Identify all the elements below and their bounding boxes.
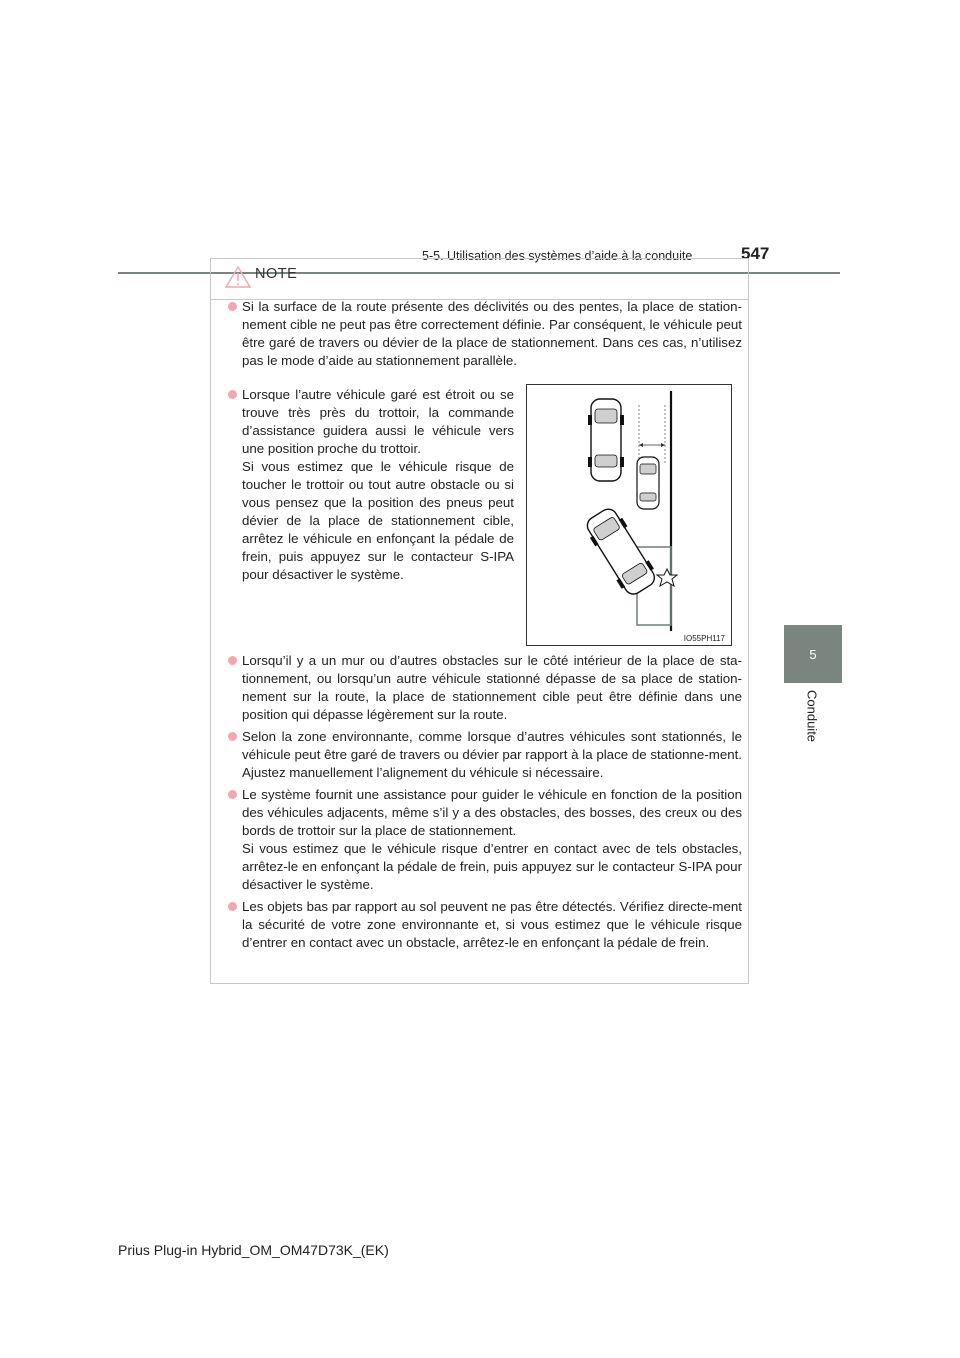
note-header — [211, 259, 748, 300]
note-bullet — [242, 898, 742, 952]
page-number: 547 — [741, 244, 770, 263]
bullet-text: Lorsqu’il y a un mur ou d’autres obstacles sur le côté intérieur de la place de sta-tionnement, ou lorsqu’un autre véhicule stationné dépasse de sa place de station-nement sur la route, la place de stationnement cible peut être définie dans une position qui dépasse légèrement sur la route. — [242, 653, 742, 722]
section-title: 5-5. Utilisation des systèmes d’aide à la conduite — [422, 249, 693, 263]
bullet-followup-text: Si vous estimez que le véhicule risque d’entrer en contact avec de tels obstacles, arrêtez-le en enfonçant la pédale de frein, puis appuyez sur le contacteur S-IPA pour désactiver le système. — [242, 841, 742, 892]
bullet-text: Lorsque l’autre véhicule garé est étroit ou se trouve très près du trottoir, la commande d’assistance guidera aussi le véhicule vers une position proche du trottoir. — [242, 387, 514, 456]
bullet-icon — [228, 390, 237, 399]
bullet-icon — [228, 902, 237, 911]
bullet-text: Si la surface de la route présente des déclivités ou des pentes, la place de station-nement cible ne peut pas être correctement définie. Par conséquent, le véhicule peut être garé de travers ou dévier de la place de stationnement. Dans ces cas, n’utilisez pas le mode d’aide au stationnement parallèle. — [242, 299, 742, 368]
note-bullet — [242, 728, 742, 782]
parking-illustration — [526, 384, 732, 646]
bullet-icon — [228, 656, 237, 665]
maneuvering-car — [581, 504, 660, 599]
chapter-tab — [784, 625, 842, 683]
bullet-followup-text: Si vous estimez que le véhicule risque de toucher le trottoir ou tout autre obstacle ou si vous pensez que la position des pneus peut dévier de la place de stationnement cible, arrêtez le véhicule en enfonçant la pédale de frein, puis appuyez sur le contacteur S-IPA pour désactiver le système. — [242, 459, 514, 582]
warning-triangle-icon — [225, 265, 251, 289]
note-bullet — [242, 298, 742, 370]
bullet-text: Selon la zone environnante, comme lorsque d’autres véhicules sont stationnés, le véhicule peut être garé de travers ou dévier par rapport à la place de stationne-ment. Ajustez manuellement l’alignement du véhicule si nécessaire. — [242, 729, 742, 780]
figure-code: IO55PH117 — [683, 634, 725, 643]
manual-id-footer: Prius Plug-in Hybrid_OM_OM47D73K_(EK) — [118, 1242, 389, 1258]
note-bullet — [242, 652, 742, 724]
chapter-number: 5 — [809, 646, 817, 662]
chapter-label: Conduite — [804, 690, 820, 743]
parking-diagram — [527, 385, 733, 647]
note-bullet — [242, 786, 742, 894]
bullet-text: Les objets bas par rapport au sol peuvent ne pas être détectés. Vérifiez directe-ment la sécurité de votre zone environnante et, si vous estimez que le véhicule risque d’entrer en contact avec un obstacle, arrêtez-le en enfonçant la pédale de frein. — [242, 899, 742, 950]
collision-star-icon — [657, 569, 677, 586]
bullet-text: Le système fournit une assistance pour guider le véhicule en fonction de la position des véhicules adjacents, même s’il y a des obstacles, des bosses, des creux ou des bords de trottoir sur la place de stationnement. — [242, 787, 742, 838]
note-bullet — [242, 386, 514, 584]
bullet-icon — [228, 732, 237, 741]
bullet-icon — [228, 790, 237, 799]
bullet-icon — [228, 302, 237, 311]
parked-car-small — [637, 457, 659, 509]
note-title: NOTE — [255, 266, 298, 282]
parked-car-front — [588, 399, 624, 481]
